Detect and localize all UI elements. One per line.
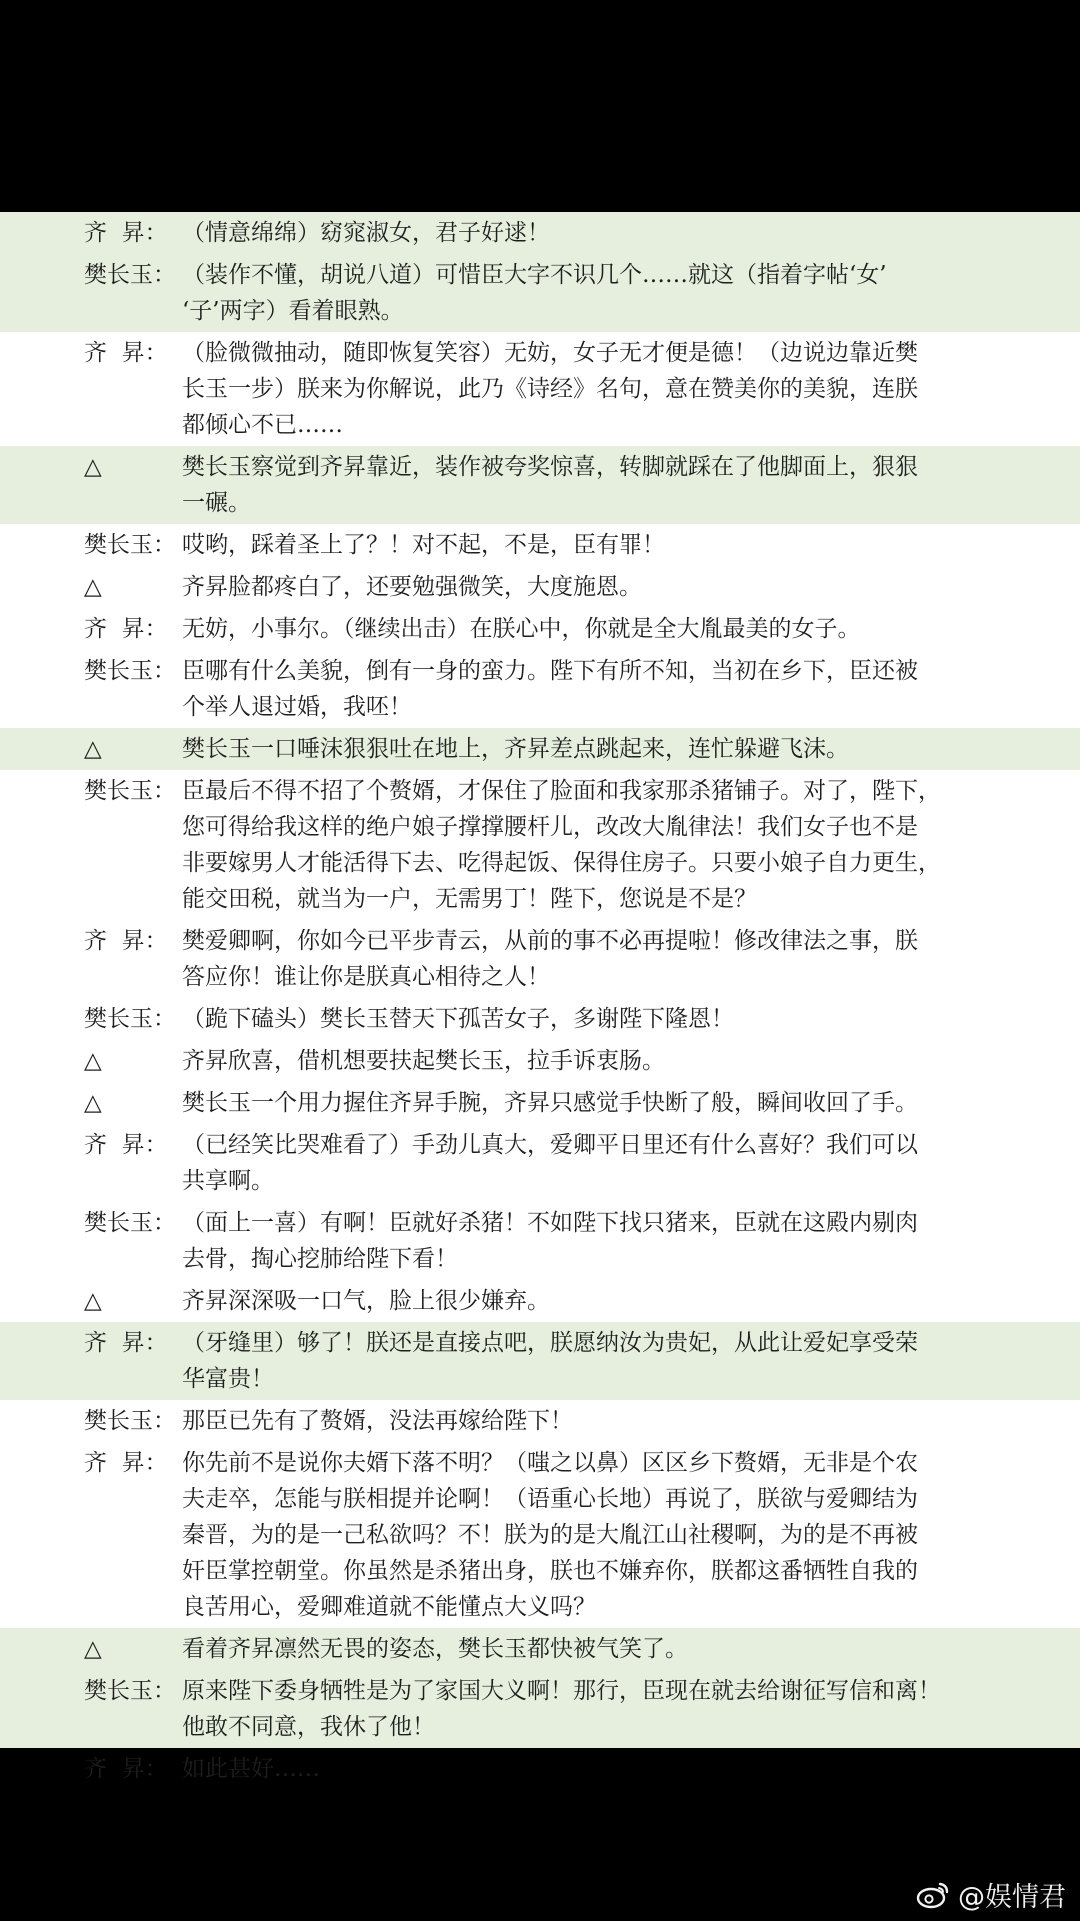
line-text [182,1205,1012,1277]
text-line: 一碾。 [182,490,251,516]
line-text [182,1751,1012,1787]
text-line: （跪下磕头）樊长玉替天下孤苦女子，多谢陛下隆恩！ [182,1006,734,1032]
dialogue-row [0,1442,1080,1628]
dialogue-row [0,524,1080,566]
dialogue-row [0,608,1080,650]
line-text [182,1673,1012,1745]
text-line: 个举人退过婚，我呸！ [182,694,412,720]
speaker-label: △ [84,574,102,600]
line-text [182,1445,1012,1625]
speaker-label: △ [84,454,102,480]
text-line: 答应你！谁让你是朕真心相待之人！ [182,964,550,990]
text-line: 臣哪有什么美貌，倒有一身的蛮力。陛下有所不知，当初在乡下，臣还被 [182,658,918,684]
line-text [182,257,1012,329]
text-line: （面上一喜）有啊！臣就好杀猪！不如陛下找只猪来，臣就在这殿内剔肉 [182,1210,918,1236]
text-line: 能交田税，就当为一户，无需男丁！陛下，您说是不是？ [182,886,757,912]
text-line: 齐昇脸都疼白了，还要勉强微笑，大度施恩。 [182,574,642,600]
speaker-label: 齐 昇： [84,220,168,246]
weibo-icon [916,1881,950,1909]
speaker-label: 樊长玉： [84,1408,176,1434]
line-text [182,215,1012,251]
line-text [182,1043,1012,1079]
stage-direction-row [0,1082,1080,1124]
text-line: （脸微微抽动，随即恢复笑容）无妨，女子无才便是德！（边说边靠近樊 [182,340,918,366]
speaker-label: 樊长玉： [84,1678,176,1704]
stage-direction-row [0,728,1080,770]
text-line: 那臣已先有了赘婿，没法再嫁给陛下！ [182,1408,573,1434]
speaker-label: 齐 昇： [84,340,168,366]
text-line: 齐昇欣喜，借机想要扶起樊长玉，拉手诉衷肠。 [182,1048,665,1074]
line-text [182,335,1012,443]
text-line: ‘子’两字）看着眼熟。 [182,298,404,324]
text-line: 樊长玉一个用力握住齐昇手腕，齐昇只感觉手快断了般，瞬间收回了手。 [182,1090,918,1116]
dialogue-row [0,920,1080,998]
text-line: （牙缝里）够了！朕还是直接点吧，朕愿纳汝为贵妃，从此让爱妃享受荣 [182,1330,918,1356]
text-line: 非要嫁男人才能活得下去、吃得起饭、保得住房子。只要小娘子自力更生， [182,850,941,876]
dialogue-row [0,332,1080,446]
text-line: 樊爱卿啊，你如今已平步青云，从前的事不必再提啦！修改律法之事，朕 [182,928,918,954]
speaker-label: 齐 昇： [84,1330,168,1356]
dialogue-row [0,1670,1080,1748]
line-text [182,1325,1012,1397]
text-line: 樊长玉一口唾沫狠狠吐在地上，齐昇差点跳起来，连忙躲避飞沫。 [182,736,849,762]
text-line: 秦晋，为的是一己私欲吗？不！朕为的是大胤江山社稷啊，为的是不再被 [182,1522,918,1548]
text-line: 长玉一步）朕来为你解说，此乃《诗经》名句，意在赞美你的美貌，连朕 [182,376,918,402]
line-text [182,731,1012,767]
text-line: 您可得给我这样的绝户娘子撑撑腰杆儿，改改大胤律法！我们女子也不是 [182,814,918,840]
line-text [182,527,1012,563]
speaker-label: 樊长玉： [84,778,176,804]
text-line: 哎哟，踩着圣上了？！对不起，不是，臣有罪！ [182,532,665,558]
line-text [182,1631,1012,1667]
dialogue-row [0,1322,1080,1400]
dialogue-row [0,254,1080,332]
line-text [182,569,1012,605]
dialogue-row [0,212,1080,254]
speaker-label: 樊长玉： [84,658,176,684]
text-line: （已经笑比哭难看了）手劲儿真大，爱卿平日里还有什么喜好？我们可以 [182,1132,918,1158]
line-text [182,653,1012,725]
dialogue-row [0,770,1080,920]
stage-direction-row [0,1628,1080,1670]
stage-direction-row [0,446,1080,524]
text-line: 奸臣掌控朝堂。你虽然是杀猪出身，朕也不嫌弃你，朕都这番牺牲自我的 [182,1558,918,1584]
text-line: 无妨，小事尔。（继续出击）在朕心中，你就是全大胤最美的女子。 [182,616,861,642]
dialogue-row [0,1400,1080,1442]
speaker-label: 齐 昇： [84,928,168,954]
stage-direction-row [0,1280,1080,1322]
speaker-label: 齐 昇： [84,1756,168,1782]
text-line: 樊长玉察觉到齐昇靠近，装作被夸奖惊喜，转脚就踩在了他脚面上，狠狠 [182,454,918,480]
text-line: 夫走卒，怎能与朕相提并论啊！（语重心长地）再说了，朕欲与爱卿结为 [182,1486,918,1512]
speaker-label: 樊长玉： [84,532,176,558]
text-line: 看着齐昇凛然无畏的姿态，樊长玉都快被气笑了。 [182,1636,688,1662]
speaker-label: 樊长玉： [84,262,176,288]
text-line: 共享啊。 [182,1168,274,1194]
line-text [182,1127,1012,1199]
dialogue-row [0,1748,1080,1790]
watermark [916,1875,1066,1914]
text-line: 你先前不是说你夫婿下落不明？（嗤之以鼻）区区乡下赘婿，无非是个农 [182,1450,918,1476]
text-line: 良苦用心，爱卿难道就不能懂点大义吗？ [182,1594,596,1620]
speaker-label: 齐 昇： [84,616,168,642]
text-line: 原来陛下委身牺牲是为了家国大义啊！那行，臣现在就去给谢征写信和离！ [182,1678,941,1704]
line-text [182,923,1012,995]
text-line: （情意绵绵）窈窕淑女，君子好逑！ [182,220,550,246]
line-text [182,449,1012,521]
text-line: 如此甚好…… [182,1756,320,1782]
dialogue-row [0,1124,1080,1202]
line-text [182,1403,1012,1439]
text-line: 华富贵！ [182,1366,274,1392]
stage-direction-row [0,566,1080,608]
line-text [182,773,1012,917]
text-line: 齐昇深深吸一口气，脸上很少嫌弃。 [182,1288,550,1314]
script-page [0,212,1080,1782]
watermark-text: @娱情君 [958,1882,1066,1913]
line-text [182,1283,1012,1319]
speaker-label: △ [84,1288,102,1314]
speaker-label: 樊长玉： [84,1210,176,1236]
speaker-label: △ [84,1048,102,1074]
dialogue-row [0,998,1080,1040]
dialogue-row [0,1202,1080,1280]
speaker-label: △ [84,1090,102,1116]
text-line: 都倾心不已…… [182,412,343,438]
text-line: 他敢不同意，我休了他！ [182,1714,435,1740]
line-text [182,611,1012,647]
speaker-label: 樊长玉： [84,1006,176,1032]
dialogue-row [0,650,1080,728]
speaker-label: △ [84,1636,102,1662]
speaker-label: 齐 昇： [84,1450,168,1476]
text-line: 臣最后不得不招了个赘婿，才保住了脸面和我家那杀猪铺子。对了，陛下， [182,778,941,804]
line-text [182,1085,1012,1121]
speaker-label: 齐 昇： [84,1132,168,1158]
stage-direction-row [0,1040,1080,1082]
text-line: （装作不懂，胡说八道）可惜臣大字不识几个……就这（指着字帖‘女’ [182,262,887,288]
speaker-label: △ [84,736,102,762]
text-line: 去骨，掏心挖肺给陛下看！ [182,1246,458,1272]
line-text [182,1001,1012,1037]
